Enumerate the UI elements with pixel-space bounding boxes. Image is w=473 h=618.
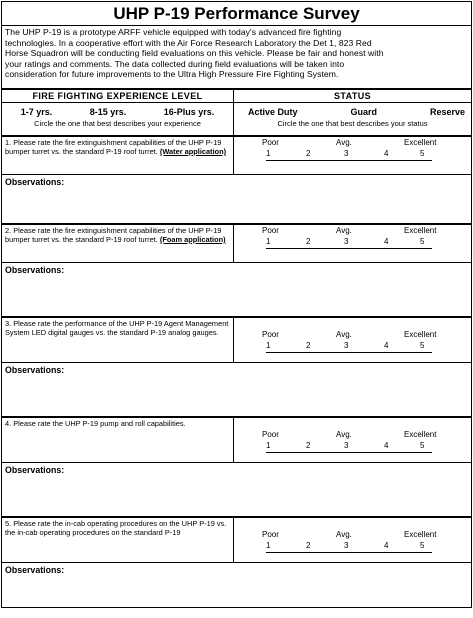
observations-box[interactable] — [2, 175, 471, 225]
experience-option[interactable]: 8-15 yrs. — [89, 107, 127, 117]
scale-excellent-label: Excellent — [404, 330, 437, 339]
rating-1[interactable]: 1 — [266, 149, 271, 158]
rating-scale — [234, 418, 471, 462]
observations-box[interactable] — [2, 563, 471, 618]
observations-label: Observations: — [5, 265, 65, 275]
scale-poor-label: Poor — [262, 226, 279, 235]
observations-label: Observations: — [5, 365, 65, 375]
question-text — [2, 225, 234, 262]
scale-avg-label: Avg. — [336, 226, 352, 235]
rating-2[interactable]: 2 — [306, 237, 311, 246]
intro-text — [2, 26, 471, 90]
scale-avg-label: Avg. — [336, 138, 352, 147]
question-label: 2. Please rate the fire extinguishment capabilities of the UHP P-19 bumper turret vs. the standard P-19 roof turret. — [5, 226, 222, 244]
rating-4[interactable]: 4 — [384, 441, 389, 450]
intro-line: consideration for future improvements to the Ultra High Pressure Fire Fighting System. — [5, 69, 339, 80]
scale-excellent-label: Excellent — [404, 430, 437, 439]
experience-option[interactable]: 16-Plus yrs. — [163, 107, 215, 117]
rating-5[interactable]: 5 — [420, 237, 425, 246]
status-option[interactable]: Active Duty — [248, 107, 298, 117]
observations-box[interactable] — [2, 463, 471, 518]
experience-options — [2, 107, 233, 117]
experience-option[interactable]: 1-7 yrs. — [20, 107, 53, 117]
question-row — [2, 318, 471, 363]
scale-excellent-label: Excellent — [404, 530, 437, 539]
rating-2[interactable]: 2 — [306, 541, 311, 550]
observations-box[interactable] — [2, 263, 471, 318]
rating-1[interactable]: 1 — [266, 441, 271, 450]
rating-5[interactable]: 5 — [420, 441, 425, 450]
scale-line — [266, 148, 432, 161]
question-row — [2, 418, 471, 463]
status-instruction: Circle the one that best describes your status — [277, 119, 428, 128]
rating-3[interactable]: 3 — [344, 441, 349, 450]
observations-box[interactable] — [2, 363, 471, 418]
survey-form — [1, 1, 472, 608]
rating-3[interactable]: 3 — [344, 149, 349, 158]
rating-3[interactable]: 3 — [344, 541, 349, 550]
scale-excellent-label: Excellent — [404, 138, 437, 147]
scale-avg-label: Avg. — [336, 530, 352, 539]
page-title: UHP P-19 Performance Survey — [2, 2, 471, 26]
demographics-header — [2, 90, 471, 137]
scale-avg-label: Avg. — [336, 430, 352, 439]
question-label: 1. Please rate the fire extinguishment capabilities of the UHP P-19 bumper turret vs. the standard P-19 roof turret. — [5, 138, 222, 156]
question-label: 4. Please rate the UHP P-19 pump and roll capabilities. — [5, 419, 186, 428]
rating-3[interactable]: 3 — [344, 237, 349, 246]
rating-5[interactable]: 5 — [420, 541, 425, 550]
intro-line: The UHP P-19 is a prototype ARFF vehicle equipped with today's advanced fire fighting — [5, 27, 342, 37]
question-text — [2, 318, 234, 362]
question-note: (Water application) — [159, 147, 227, 156]
question-row — [2, 518, 471, 563]
scale-avg-label: Avg. — [336, 330, 352, 339]
question-note: (Foam application) — [159, 235, 226, 244]
question-text — [2, 418, 234, 462]
rating-1[interactable]: 1 — [266, 541, 271, 550]
observations-label: Observations: — [5, 465, 65, 475]
scale-line — [266, 440, 432, 453]
rating-1[interactable]: 1 — [266, 237, 271, 246]
scale-poor-label: Poor — [262, 430, 279, 439]
rating-4[interactable]: 4 — [384, 541, 389, 550]
scale-line — [266, 540, 432, 553]
observations-label: Observations: — [5, 177, 65, 187]
question-text — [2, 137, 234, 174]
rating-3[interactable]: 3 — [344, 341, 349, 350]
question-row — [2, 225, 471, 263]
experience-title: FIRE FIGHTING EXPERIENCE LEVEL — [2, 90, 233, 103]
scale-line — [266, 340, 432, 353]
rating-5[interactable]: 5 — [420, 341, 425, 350]
rating-4[interactable]: 4 — [384, 237, 389, 246]
question-label: 5. Please rate the in-cab operating procedures on the UHP P-19 vs. the in-cab operating procedures on the standard P-19 — [5, 519, 227, 537]
rating-2[interactable]: 2 — [306, 149, 311, 158]
rating-1[interactable]: 1 — [266, 341, 271, 350]
rating-2[interactable]: 2 — [306, 441, 311, 450]
rating-scale — [234, 137, 471, 174]
scale-excellent-label: Excellent — [404, 226, 437, 235]
scale-line — [266, 236, 432, 249]
intro-line: Horse Squadron will be conducting field evaluations on this vehicle. Please be fair and honest with — [5, 48, 384, 59]
rating-4[interactable]: 4 — [384, 341, 389, 350]
experience-instruction: Circle the one that best describes your experience — [34, 119, 201, 128]
scale-poor-label: Poor — [262, 330, 279, 339]
question-row — [2, 137, 471, 175]
scale-poor-label: Poor — [262, 530, 279, 539]
observations-label: Observations: — [5, 565, 65, 575]
status-options — [234, 107, 471, 117]
rating-scale — [234, 518, 471, 562]
status-option[interactable]: Guard — [350, 107, 377, 117]
rating-scale — [234, 318, 471, 362]
intro-line: technologies. In a cooperative effort with the Air Force Research Laboratory the Det 1, 823 Red — [5, 37, 372, 48]
question-text — [2, 518, 234, 562]
rating-4[interactable]: 4 — [384, 149, 389, 158]
rating-5[interactable]: 5 — [420, 149, 425, 158]
status-section — [234, 90, 471, 135]
scale-poor-label: Poor — [262, 138, 279, 147]
status-title: STATUS — [234, 90, 471, 103]
rating-2[interactable]: 2 — [306, 341, 311, 350]
intro-line: your ratings and comments. The data collected during field evaluations will be taken into — [5, 58, 345, 69]
status-option[interactable]: Reserve — [429, 107, 465, 117]
rating-scale — [234, 225, 471, 262]
experience-section — [2, 90, 234, 135]
question-label: 3. Please rate the performance of the UHP P-19 Agent Management System LED digital gauges vs. the standard P-19 analog gauges. — [5, 319, 229, 337]
